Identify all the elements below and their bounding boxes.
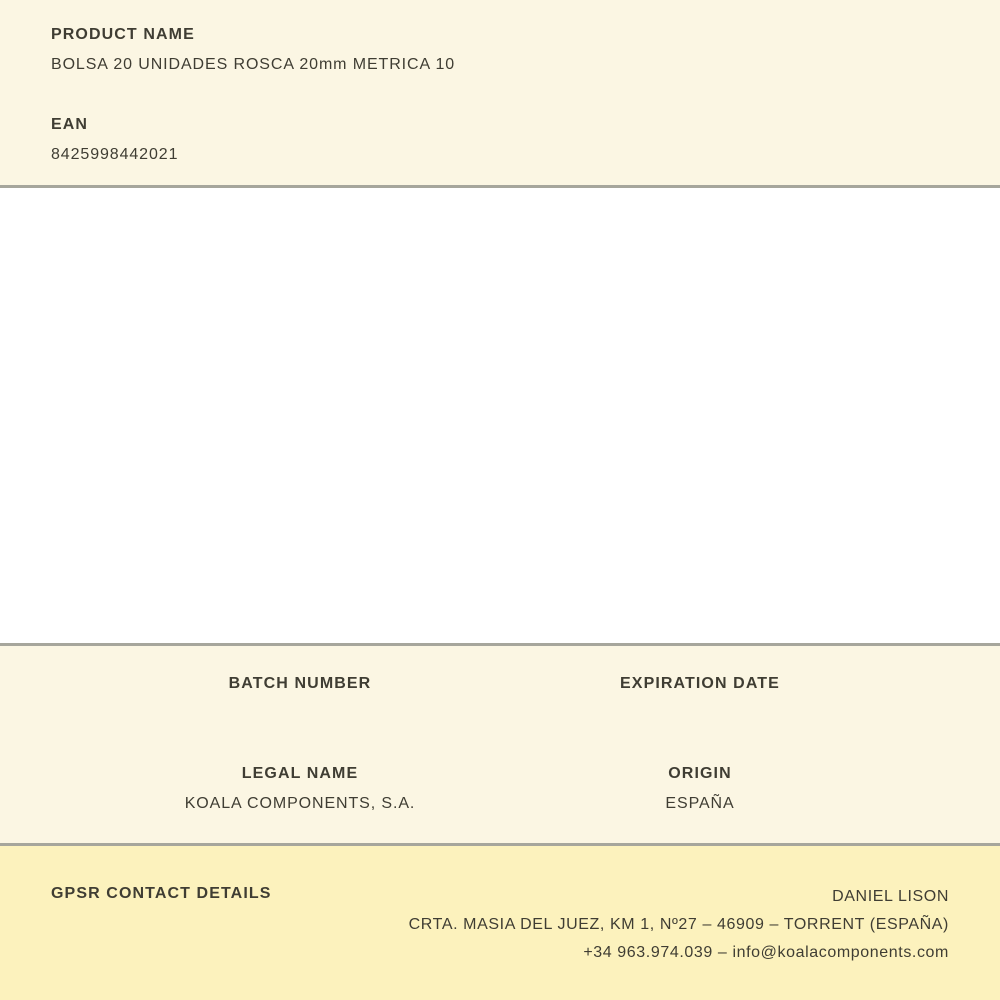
batch-number-label: BATCH NUMBER bbox=[228, 675, 372, 692]
product-name-value: BOLSA 20 UNIDADES ROSCA 20mm METRICA 10 bbox=[51, 56, 456, 73]
ean-label: EAN bbox=[51, 116, 89, 133]
ean-field bbox=[51, 117, 949, 163]
gpsr-contact-name: DANIEL LISON bbox=[832, 888, 949, 905]
origin-label: ORIGIN bbox=[668, 765, 732, 782]
product-info-section bbox=[0, 0, 1000, 185]
origin-value: ESPAÑA bbox=[665, 795, 735, 812]
product-name-field bbox=[51, 27, 949, 73]
gpsr-contact-details-label: GPSR CONTACT DETAILS bbox=[51, 885, 272, 902]
legal-name-value: KOALA COMPONENTS, S.A. bbox=[184, 795, 416, 812]
gpsr-contact-address: CRTA. MASIA DEL JUEZ, KM 1, Nº27 – 46909 – TORRENT (ESPAÑA) bbox=[408, 916, 949, 933]
blank-image-area bbox=[0, 188, 1000, 643]
gpsr-contact-phone-email: +34 963.974.039 – info@koalacomponents.com bbox=[583, 944, 949, 961]
expiration-date-label: EXPIRATION DATE bbox=[620, 675, 780, 692]
batch-origin-section bbox=[0, 646, 1000, 843]
legal-name-label: LEGAL NAME bbox=[241, 765, 359, 782]
gpsr-contact-section bbox=[0, 846, 1000, 1000]
gpsr-contact-block bbox=[409, 883, 949, 967]
product-name-label: PRODUCT NAME bbox=[51, 26, 195, 43]
ean-value: 8425998442021 bbox=[51, 146, 179, 163]
